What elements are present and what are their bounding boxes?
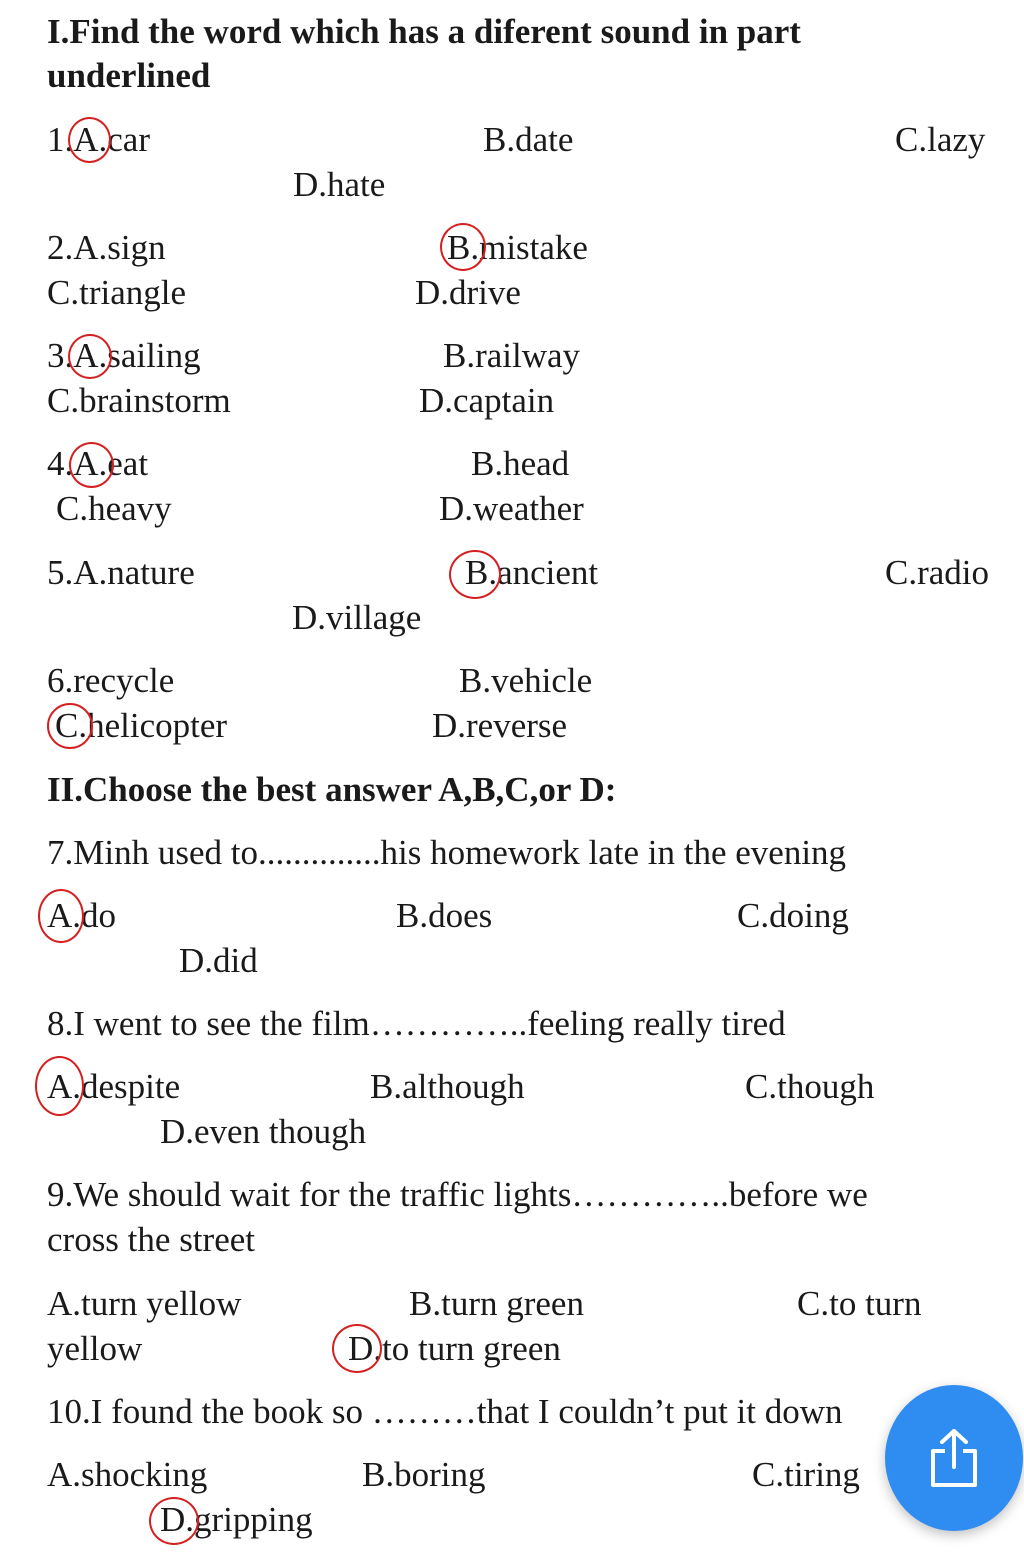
q4-answer-circle xyxy=(69,442,114,488)
q1-option-b: B.date xyxy=(483,120,574,159)
q5-option-c: C.radio xyxy=(885,553,990,592)
q2-answer-circle xyxy=(440,223,486,271)
q8-answer-circle xyxy=(35,1056,84,1116)
q9-option-c-line1: C.to turn xyxy=(797,1284,922,1323)
q10-option-a: A.shocking xyxy=(47,1455,208,1494)
q8-stem: 8.I went to see the film…………..feeling really tired xyxy=(47,1004,786,1043)
q2-option-b: B.mistake xyxy=(447,228,588,267)
q6-option-a: 6.recycle xyxy=(47,661,175,700)
q9-option-c-line2: yellow xyxy=(47,1329,143,1368)
q7-option-a: A.do xyxy=(47,896,117,935)
q6-option-d: D.reverse xyxy=(432,706,568,745)
q8-option-d: D.even though xyxy=(160,1112,367,1151)
q3-option-d: D.captain xyxy=(419,381,555,420)
q4-option-a: 4.A.eat xyxy=(47,444,149,483)
q10-option-c: C.tiring xyxy=(752,1455,860,1494)
section1-title-line2: underlined xyxy=(47,56,211,95)
q4-option-b: B.head xyxy=(471,444,570,483)
q7-stem: 7.Minh used to..............his homework late in the evening xyxy=(47,833,847,872)
q9-stem-line2: cross the street xyxy=(47,1220,255,1259)
q1-option-c: C.lazy xyxy=(895,120,986,159)
q7-option-c: C.doing xyxy=(737,896,849,935)
q10-stem: 10.I found the book so ………that I couldn’t put it down xyxy=(47,1392,843,1431)
q8-option-c: C.though xyxy=(745,1067,875,1106)
q10-option-d: D.gripping xyxy=(160,1500,313,1539)
q7-option-b: B.does xyxy=(396,896,493,935)
q9-stem-line1: 9.We should wait for the traffic lights…………..before we xyxy=(47,1175,868,1214)
q7-answer-circle xyxy=(38,889,84,943)
q5-option-b: B.ancient xyxy=(465,553,599,592)
q6-option-c: C.helicopter xyxy=(55,706,228,745)
q4-option-c: C.heavy xyxy=(56,489,172,528)
section2-title: II.Choose the best answer A,B,C,or D: xyxy=(47,770,617,809)
q1-option-a: 1.A.car xyxy=(47,120,151,159)
q8-option-b: B.although xyxy=(370,1067,525,1106)
q2-option-d: D.drive xyxy=(415,273,521,312)
q10-option-b: B.boring xyxy=(362,1455,486,1494)
q2-option-c: C.triangle xyxy=(47,273,186,312)
q1-option-d: D.hate xyxy=(293,165,386,204)
q8-option-a: A.despite xyxy=(47,1067,181,1106)
q5-option-d: D.village xyxy=(292,598,422,637)
q3-option-a: 3.A.sailing xyxy=(47,336,201,375)
q6-option-b: B.vehicle xyxy=(459,661,593,700)
q5-option-a: 5.A.nature xyxy=(47,553,195,592)
q1-answer-circle xyxy=(68,117,111,163)
q7-option-d: D.did xyxy=(179,941,258,980)
q9-option-d: D.to turn green xyxy=(348,1329,561,1368)
q3-answer-circle xyxy=(68,334,112,379)
q6-answer-circle xyxy=(47,703,93,749)
q10-answer-circle xyxy=(149,1497,199,1545)
q9-option-a: A.turn yellow xyxy=(47,1284,242,1323)
share-icon xyxy=(927,1427,981,1489)
share-button[interactable] xyxy=(885,1385,1023,1531)
q3-option-b: B.railway xyxy=(443,336,581,375)
q4-option-d: D.weather xyxy=(439,489,584,528)
q9-answer-circle xyxy=(332,1324,382,1373)
q5-answer-circle xyxy=(449,550,501,599)
q9-option-b: B.turn green xyxy=(409,1284,584,1323)
q3-option-c: C.brainstorm xyxy=(47,381,231,420)
section1-title-line1: I.Find the word which has a diferent sound in part xyxy=(47,12,801,51)
q2-option-a: 2.A.sign xyxy=(47,228,166,267)
